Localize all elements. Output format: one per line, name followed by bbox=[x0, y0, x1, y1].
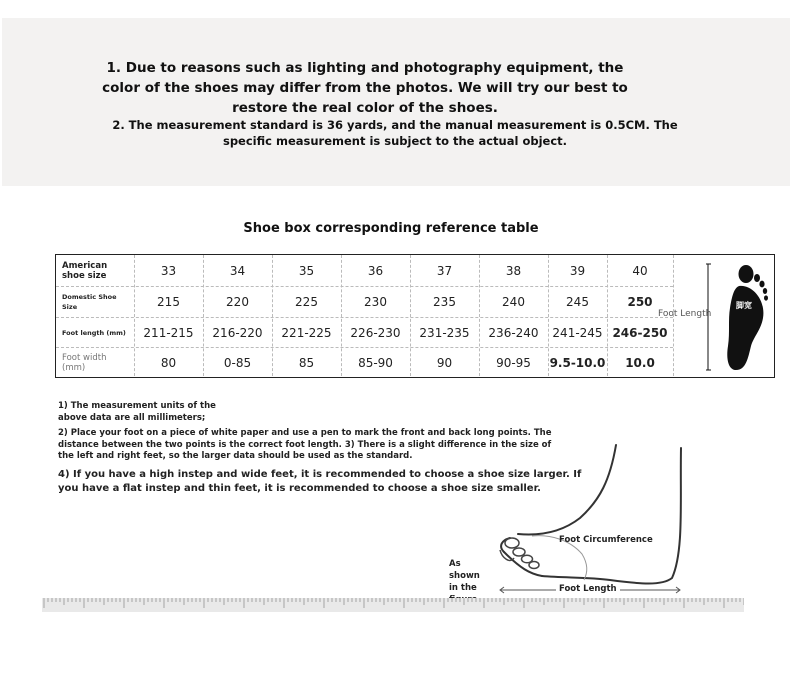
table-cell: 80 bbox=[160, 355, 177, 370]
as-shown-caption: As shown in the bbox=[449, 559, 480, 593]
table-cell: 240 bbox=[502, 294, 525, 309]
instruction-1: 1) The measurement units of the above data are all millimeters; bbox=[58, 401, 216, 423]
color-disclaimer: 1. Due to reasons such as lighting and photography equipment, the color of the shoes may differ from the photos. We will try our best to restore the real color of the shoes. bbox=[102, 60, 628, 116]
foot-width-label: 脚宽 bbox=[736, 301, 752, 310]
table-cell: 241-245 bbox=[552, 325, 603, 340]
table-cell: 35 bbox=[298, 263, 315, 278]
table-cell: 216-220 bbox=[212, 325, 263, 340]
table-cell: 245 bbox=[566, 294, 589, 309]
table-cell: 215 bbox=[157, 294, 180, 309]
table-cell: 235 bbox=[433, 294, 456, 309]
row-header: American shoe size bbox=[62, 260, 108, 281]
instruction-2: 2) Place your foot on a piece of white paper and use a pen to mark the front and back long points. The distance between the two points is the correct foot length. 3) There is a slight difference in the size of the left and right feet, so the larger data should be used as the standard. bbox=[58, 428, 552, 461]
table-cell: 9.5-10.0 bbox=[549, 355, 606, 370]
table-cell: 34 bbox=[229, 263, 246, 278]
table-cell: 220 bbox=[226, 294, 249, 309]
table-cell: 33 bbox=[160, 263, 177, 278]
table-cell: 246-250 bbox=[612, 325, 668, 340]
table-cell: 225 bbox=[295, 294, 318, 309]
table-cell: 38 bbox=[505, 263, 522, 278]
foot-outline-illustration bbox=[490, 440, 700, 600]
footprint-icon bbox=[706, 258, 772, 374]
ruler-graphic bbox=[42, 598, 744, 612]
table-row bbox=[56, 317, 673, 348]
table-cell: 226-230 bbox=[350, 325, 401, 340]
table-cell: 211-215 bbox=[143, 325, 194, 340]
size-table bbox=[55, 254, 775, 378]
table-row bbox=[56, 255, 673, 286]
table-cell: 85 bbox=[298, 355, 315, 370]
table-cell: 236-240 bbox=[488, 325, 539, 340]
foot-length-arrow-label: Foot Length bbox=[556, 584, 620, 594]
table-cell: 36 bbox=[367, 263, 384, 278]
row-header: Foot width (mm) bbox=[62, 352, 107, 373]
instruction-4: 4) If you have a high instep and wide feet, it is recommended to choose a shoe size larger. If you have a flat instep and thin feet, it is recommended to choose a shoe size smaller. bbox=[58, 469, 582, 494]
table-cell: 230 bbox=[364, 294, 387, 309]
table-title: Shoe box corresponding reference table bbox=[243, 221, 539, 236]
table-cell: 221-225 bbox=[281, 325, 332, 340]
table-cell: 10.0 bbox=[625, 355, 655, 370]
table-cell: 0-85 bbox=[223, 355, 252, 370]
table-cell: 90 bbox=[436, 355, 453, 370]
table-cell: 90-95 bbox=[496, 355, 531, 370]
row-header: Foot length (mm) bbox=[62, 328, 126, 337]
table-cell: 37 bbox=[436, 263, 453, 278]
foot-circumference-label: Foot Circumference bbox=[559, 535, 653, 545]
table-cell: 39 bbox=[569, 263, 586, 278]
row-header: Domestic Shoe Size bbox=[62, 292, 117, 311]
table-cell: 231-235 bbox=[419, 325, 470, 340]
table-row bbox=[56, 347, 673, 378]
table-cell: 85-90 bbox=[358, 355, 393, 370]
table-cell: 40 bbox=[632, 263, 648, 278]
table-cell: 250 bbox=[627, 294, 653, 309]
foot-length-label: Foot Length bbox=[658, 309, 712, 319]
measurement-disclaimer: 2. The measurement standard is 36 yards, and the manual measurement is 0.5CM. The specific measurement is subject to the actual object. bbox=[112, 118, 678, 148]
table-row bbox=[56, 286, 673, 317]
